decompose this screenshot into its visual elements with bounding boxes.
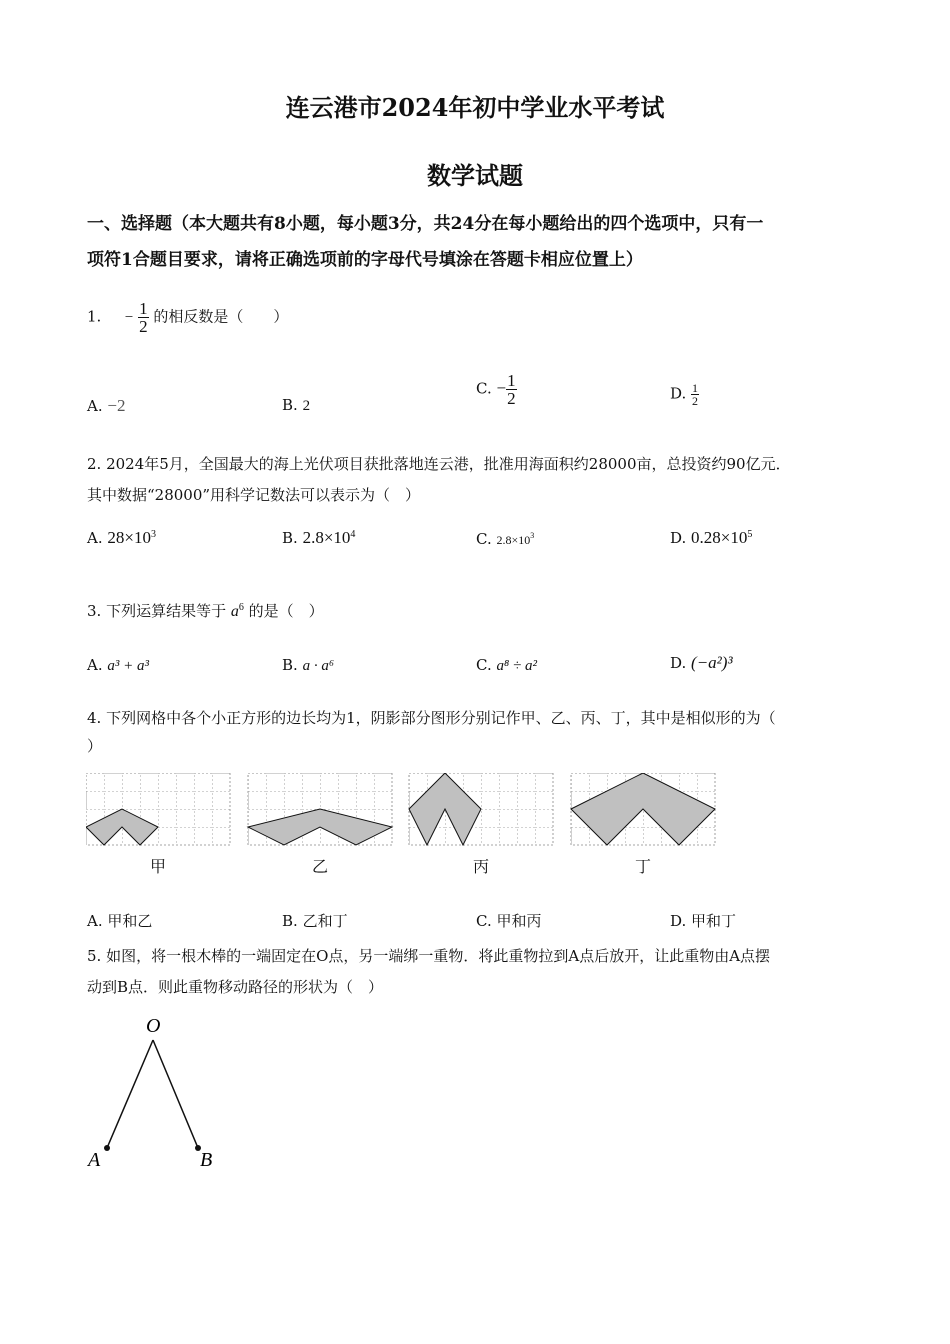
page-subtitle: 数学试题 [427,161,523,190]
q3-variable: a [230,603,239,620]
q4-option-d[interactable]: D. 甲和丁 [670,912,737,930]
question-1 [87,300,867,335]
caption-ding: 丁 [634,857,651,876]
label-b: B [200,1149,213,1171]
q1-stem: 的相反数是（ ） [153,307,289,326]
question-3 [87,592,867,627]
q3-option-d[interactable]: D. (−a²)³ [670,653,733,672]
section-heading-line2: 项符1合题目要求，请将正确选项前的字母代号填涂在答题卡相应位置上） [87,250,643,270]
q1-option-d[interactable]: D. $\frac{1}{2}$ [670,381,699,408]
q4-option-c[interactable]: C. 甲和丙 [476,912,542,930]
section-heading-line1: 一、选择题（本大题共有8小题，每小题3分，共24分在每小题给出的四个选项中，只有一 [87,214,764,234]
rod-oa [107,1040,153,1148]
grid-yi [248,773,392,845]
caption-bing: 丙 [472,857,489,876]
q3-prefix: 3. 下列运算结果等于 [87,602,227,620]
q4-line2: ） [87,737,103,755]
q2-option-a[interactable]: A. $28\times 10^3$ [87,528,156,547]
point-a-dot [104,1145,110,1151]
question-5 [87,941,877,1003]
q3-option-a[interactable]: A. a³ + a³ [87,656,150,674]
q4-grid-figures [86,773,716,847]
section-heading [87,206,867,278]
q3-option-b[interactable]: B. a · a⁶ [282,656,335,674]
q5-line2: 动到B点．则此重物移动路径的形状为（ ） [87,978,384,996]
q1-option-c[interactable]: C. − $\frac{1}{2}$ [476,371,516,408]
q2-line1: 2. 2024年5月，全国最大的海上光伏项目获批落地连云港，批准用海面积约28000亩，总投资约90亿元． [87,455,791,473]
label-a: A [88,1149,101,1171]
q3-exponent: 6 [238,602,244,613]
q2-line2: 其中数据“28000”用科学记数法可以表示为（ ） [87,486,421,504]
q5-line1: 5. 如图，将一根木棒的一端固定在O点，另一端绑一重物．将此重物拉到A点后放开，让此重物由A点摆 [87,947,771,965]
q2-option-c[interactable]: C. $2.8\times 10^3$ [476,530,535,548]
q5-pendulum-figure [80,1010,240,1180]
q3-suffix: 的是（ ） [248,602,324,620]
question-4 [87,703,887,758]
q1-option-a[interactable]: A. −2 [87,396,126,415]
q4-line1: 4. 下列网格中各个小正方形的边长均为1，阴影部分图形分别记作甲、乙、丙、丁，其中是相似形的为（ [87,709,776,727]
q3-option-c[interactable]: C. a⁸ ÷ a² [476,656,537,674]
page-title: 连云港市2024年初中学业水平考试 [285,93,665,122]
q4-option-b[interactable]: B. 乙和丁 [282,912,348,930]
grid-jia [86,773,230,845]
rod-ob [153,1040,198,1148]
q1-option-b[interactable]: B. 2 [282,396,311,414]
grid-ding [571,773,715,845]
q1-fraction: $\frac{1}{2}$ [139,299,148,336]
q1-number: 1. [87,307,102,326]
caption-yi: 乙 [311,857,328,876]
question-2 [87,449,877,511]
q2-option-d[interactable]: D. $0.28\times 10^5$ [670,528,753,547]
caption-jia: 甲 [149,857,166,876]
q4-option-a[interactable]: A. 甲和乙 [87,912,153,930]
grid-bing [409,773,553,845]
label-o: O [146,1015,161,1037]
q1-sign: − [124,309,134,326]
q2-option-b[interactable]: B. $2.8\times 10^4$ [282,528,356,547]
